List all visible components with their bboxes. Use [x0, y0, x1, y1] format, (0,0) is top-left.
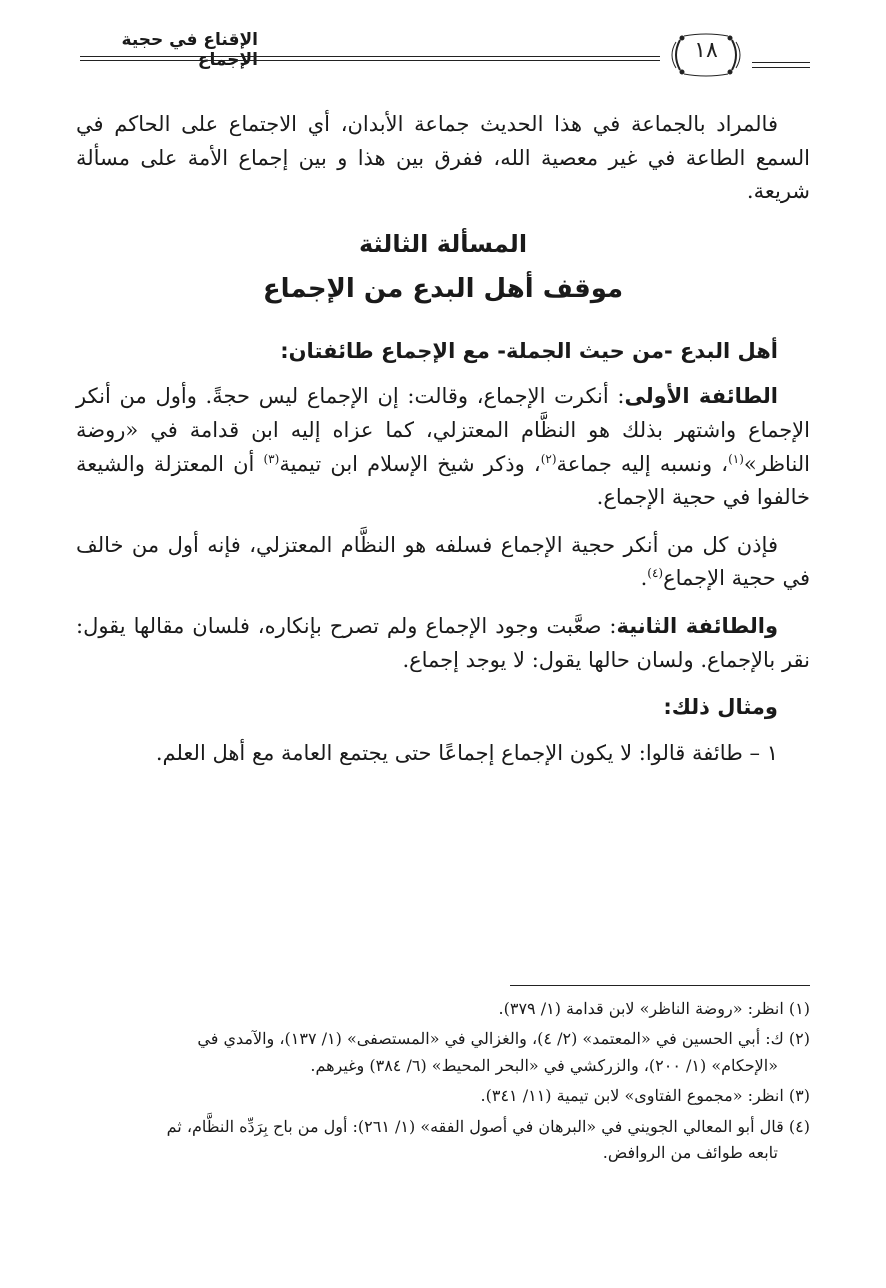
footnote-2	[76, 1026, 810, 1079]
section-subheading: موقف أهل البدع من الإجماع	[262, 274, 624, 305]
header-rule-thin	[80, 60, 660, 61]
first-group-text-d: أن المعتزلة والشيعة خالفوا في حجية الإجماع.	[76, 451, 810, 510]
paragraph-example-1: ١ – طائفة قالوا: لا يكون الإجماع إجماعًا حتى يجتمع العامة مع أهل العلم.	[155, 740, 778, 765]
footnote-text: انظر: «روضة الناظر» لابن قدامة (١/ ٣٧٩).	[498, 999, 784, 1018]
first-group-label: الطائفة الأولى	[624, 384, 779, 409]
second-group-text: : صعَّبت وجود الإجماع ولم تصرح بإنكاره، فلسان مقالها يقول: نقر بالإجماع. ولسان حالها يقول: لا يوجد إجماع.	[76, 613, 810, 672]
header-rule	[80, 56, 660, 57]
conclusion-text-b: .	[640, 566, 648, 591]
intro-line: أهل البدع -من حيث الجملة- مع الإجماع طائفتان:	[280, 338, 778, 363]
footnote-number: (١)	[788, 999, 810, 1018]
example-label: ومثال ذلك:	[663, 695, 778, 720]
footnotes	[76, 996, 810, 1170]
footnote-number: (٢)	[788, 1029, 810, 1049]
paragraph-second-group	[76, 610, 810, 677]
footnote-separator	[510, 985, 810, 986]
footnote-text-continued: «الإحكام» (١/ ٢٠٠)، والزركشي في «البحر المحيط» (٦/ ٣٨٤) وغيرهم.	[310, 1055, 778, 1075]
paragraph-conclusion	[76, 529, 810, 596]
first-group-text-a: : أنكرت الإجماع، وقالت: إن الإجماع ليس حجةً. وأول من أنكر الإجماع واشتهر بذلك هو النظَّام المعتزلي، كما عزاه إليه ابن قدامة في «روضة الناظر»	[76, 384, 811, 476]
header-rule-right-thin	[752, 67, 810, 68]
footnote-ref-3[interactable]: (٣)	[263, 451, 280, 466]
section-heading: المسألة الثالثة	[358, 229, 528, 258]
first-group-text-b: ، ونسبه إليه جماعة	[556, 451, 729, 476]
running-header-title: الإقناع في حجية الإجماع	[121, 30, 258, 70]
conclusion-text-a: فإذن كل من أنكر حجية الإجماع فسلفه هو النظَّام المعتزلي، فإنه أول من خالف في حجية الإجماع	[76, 532, 810, 591]
footnote-4	[76, 1114, 810, 1167]
page-number: ١٨	[694, 38, 718, 63]
paragraph-1: فالمراد بالجماعة في هذا الحديث جماعة الأبدان، أي الاجتماع على الحاكم في السمع الطاعة في غير معصية الله، ففرق بين هذا و بين إجماع الأمة على مسألة شريعة.	[76, 112, 810, 204]
footnote-ref-1[interactable]: (١)	[728, 451, 744, 466]
footnote-3	[76, 1083, 810, 1109]
footnote-1	[76, 996, 810, 1022]
footnote-number: (٣)	[788, 1086, 810, 1106]
second-group-label: والطائفة الثانية	[616, 613, 778, 638]
page-number-badge	[666, 30, 746, 80]
footnote-text: ك: أبي الحسين في «المعتمد» (٢/ ٤)، والغزالي في «المستصفى» (١/ ١٣٧)، والآمدي في	[197, 1029, 784, 1049]
header-rule-right	[752, 62, 810, 63]
footnote-number: (٤)	[788, 1116, 810, 1136]
first-group-text-c: ، وذكر شيخ الإسلام ابن تيمية	[279, 451, 541, 476]
footnote-text: قال أبو المعالي الجويني في «البرهان في أصول الفقه» (١/ ٢٦١): أول من باح بِرَدِّه النظَّام، ثم	[166, 1116, 784, 1136]
main-text	[76, 108, 810, 784]
footnote-text-continued: تابعه طوائف من الروافض.	[602, 1142, 778, 1162]
footnote-text: انظر: «مجموع الفتاوى» لابن تيمية (١١/ ٣٤١).	[480, 1086, 784, 1106]
paragraph-first-group	[76, 380, 810, 514]
footnote-ref-4[interactable]: (٤)	[647, 566, 664, 581]
footnote-ref-2[interactable]: (٢)	[540, 451, 557, 466]
